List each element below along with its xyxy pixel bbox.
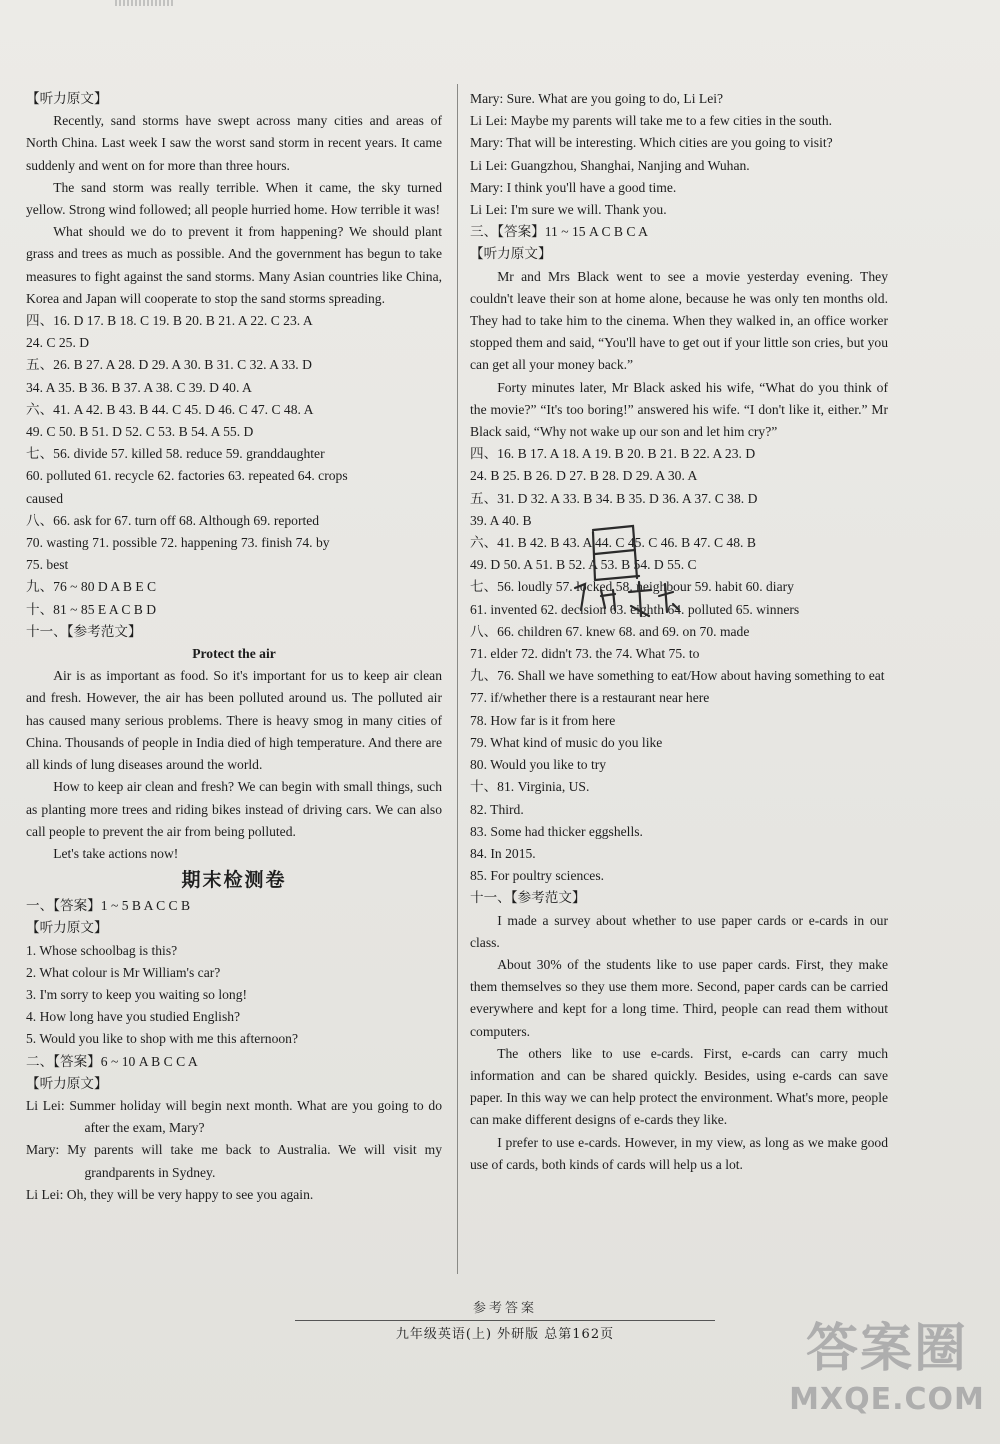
right-column-line: Forty minutes later, Mr Black asked his wife, “What do you think of the movie?” “It's too boring!” answered his wife. “I don't like it, either.” Mr Black said, “Why not wake up our son and let him cry?” <box>470 379 888 440</box>
right-column-line: 83. Some had thicker eggshells. <box>470 823 643 839</box>
left-column-line: 5. Would you like to shop with me this afternoon? <box>26 1031 299 1047</box>
right-column-line: 39. A 40. B <box>470 512 532 528</box>
right-column-line: Mary: Sure. What are you going to do, Li Lei? <box>470 91 724 106</box>
left-column-line: How to keep air clean and fresh? We can begin with small things, such as planting more trees and riding bikes instead of driving cars. We can also call people to prevent the air from being polluted. <box>26 779 442 839</box>
left-column-line: What should we do to prevent it from happening? We should plant grass and trees as much as possible. And the government has begun to take measures to fight against the sand storms. Many Asian countries like China, Korea and Japan will cooperate to stop the sand storms spreading. <box>26 224 442 306</box>
left-column-line: Li Lei: Oh, they will be very happy to see you again. <box>26 1186 314 1202</box>
right-column-line: 71. elder 72. didn't 73. the 74. What 75. to <box>470 646 700 662</box>
right-column-line: 24. B 25. B 26. D 27. B 28. D 29. A 30. A <box>470 468 698 484</box>
right-column-line: 78. How far is it from here <box>470 712 616 728</box>
left-column-line: 【听力原文】 <box>26 1075 108 1091</box>
right-column-line: Mary: That will be interesting. Which cities are you going to visit? <box>470 135 833 151</box>
left-column-line: 十、81 ~ 85 E A C B D <box>26 601 157 617</box>
right-column-line: Mr and Mrs Black went to see a movie yesterday evening. They couldn't leave their son at home alone, because he was only ten months old. They had to take him to the cinema. When they walked in, an office worker stopped them and said, “You'll have to get out if your little son cries, but you can get all your money back.” <box>470 268 888 373</box>
right-column-line: 82. Third. <box>470 801 524 817</box>
right-column-line: 77. if/whether there is a restaurant near here <box>470 690 710 706</box>
right-column-line: 十、81. Virginia, US. <box>470 779 590 795</box>
right-column-line: Li Lei: Guangzhou, Shanghai, Nanjing and Wuhan. <box>470 157 750 173</box>
left-column-line: 二、【答案】6 ~ 10 A B C C A <box>26 1053 198 1069</box>
right-column-line: 49. D 50. A 51. B 52. A 53. B 54. D 55. C <box>470 557 697 573</box>
left-column-line: 49. C 50. B 51. D 52. C 53. B 54. A 55. D <box>26 424 254 440</box>
right-column-line: 三、【答案】11 ~ 15 A C B C A <box>470 224 648 240</box>
left-column-line: 3. I'm sorry to keep you waiting so long! <box>26 986 248 1002</box>
left-column-line: 70. wasting 71. possible 72. happening 73. finish 74. by <box>26 535 330 551</box>
right-column <box>470 88 888 1176</box>
left-column-line: Mary: My parents will take me back to Australia. We will visit my grandparents in Sydney. <box>26 1142 442 1180</box>
right-column-line: The others like to use e-cards. First, e-cards can carry much information and can be shared quickly. Besides, using e-cards can save paper. In this way we can help protect the environment. What's more, people can make different designs of e-cards they like. <box>470 1045 888 1128</box>
right-column-line: 七、56. loudly 57. locked 58. neighbour 59. habit 60. diary <box>470 579 794 595</box>
right-column-line: Mary: I think you'll have a good time. <box>470 179 677 195</box>
left-column-line: Li Lei: Summer holiday will begin next month. What are you going to do after the exam, Mary? <box>26 1097 442 1136</box>
left-column-line: 【听力原文】 <box>26 920 108 936</box>
left-column-line: Protect the air <box>192 646 276 662</box>
right-column-line: Li Lei: I'm sure we will. Thank you. <box>470 202 667 218</box>
left-column-line: 【听力原文】 <box>26 91 108 106</box>
right-column-line: 85. For poultry sciences. <box>470 868 605 884</box>
left-column-line: 75. best <box>26 557 69 573</box>
left-column-line: 十一、【参考范文】 <box>26 623 142 639</box>
right-column-line: 【听力原文】 <box>470 246 552 262</box>
left-column-line: 1. Whose schoolbag is this? <box>26 942 178 958</box>
right-column-line: 十一、【参考范文】 <box>470 890 586 906</box>
watermark-url: MXQE.COM <box>789 1382 985 1417</box>
right-column-line: 五、31. D 32. A 33. B 34. B 35. D 36. A 37. C 38. D <box>470 490 758 506</box>
right-column-line: 79. What kind of music do you like <box>470 734 663 750</box>
left-column-line: 八、66. ask for 67. turn off 68. Although 69. reported <box>26 512 320 528</box>
left-column-line: caused <box>26 490 63 506</box>
left-column-line: 一、【答案】1 ~ 5 B A C C B <box>26 898 191 914</box>
left-column-line: 九、76 ~ 80 D A B E C <box>26 579 157 595</box>
right-column-line: 80. Would you like to try <box>470 757 607 773</box>
footer-info: 九年级英语(上) 外研版 总第162页 <box>295 1320 715 1342</box>
left-column-line: Let's take actions now! <box>53 845 179 861</box>
footer-title: 参考答案 <box>472 1301 537 1316</box>
left-column-line: 四、16. D 17. B 18. C 19. B 20. B 21. A 22. C 23. A <box>26 313 313 329</box>
watermark-logo <box>782 1318 992 1438</box>
left-column-line: The sand storm was really terrible. When it came, the sky turned yellow. Strong wind followed; all people hurried home. How terrible it was! <box>26 179 442 218</box>
right-column-line: 61. invented 62. decision 63. eighth 64. polluted 65. winners <box>470 601 800 617</box>
right-column-line: 84. In 2015. <box>470 845 536 861</box>
left-column-line: Air is as important as food. So it's important for us to keep air clean and fresh. However, the air has been polluted around us. The polluted air has caused many serious problems. There is heavy smog in many cities of China. Thousands of people in India died of high temperature. And there are all kinds of lung diseases around the world. <box>26 668 442 773</box>
column-divider <box>457 84 458 1274</box>
right-column-line: 六、41. B 42. B 43. A 44. C 45. C 46. B 47. C 48. B <box>470 535 756 551</box>
left-column-line: 七、56. divide 57. killed 58. reduce 59. granddaughter <box>26 446 325 462</box>
right-column-line: Li Lei: Maybe my parents will take me to a few cities in the south. <box>470 113 833 129</box>
scan-edge-mark <box>115 0 175 6</box>
left-column-line: 2. What colour is Mr William's car? <box>26 964 221 980</box>
page-footer <box>295 1297 715 1342</box>
left-column-line: 期末检测卷 <box>181 869 287 892</box>
left-column-line: 五、26. B 27. A 28. D 29. A 30. B 31. C 32. A 33. D <box>26 357 312 373</box>
left-column-line: 4. How long have you studied English? <box>26 1009 241 1025</box>
right-column-line: I prefer to use e-cards. However, in my view, as long as we make good use of cards, both kinds of cards will help us a lot. <box>470 1134 888 1172</box>
left-column <box>26 88 442 1206</box>
left-column-line: Recently, sand storms have swept across many cities and areas of North China. Last week I saw the worst sand storm in recent years. It came suddenly and went on for more than three hours. <box>26 113 442 173</box>
left-column-line: 六、41. A 42. B 43. B 44. C 45. D 46. C 47. C 48. A <box>26 401 314 417</box>
right-column-line: 九、76. Shall we have something to eat/How about having something to eat <box>470 668 885 684</box>
handwritten-scribble <box>555 520 705 630</box>
right-column-line: 四、16. B 17. A 18. A 19. B 20. B 21. B 22. A 23. D <box>470 446 756 462</box>
right-column-line: 八、66. children 67. knew 68. and 69. on 70. made <box>470 623 750 639</box>
right-column-line: I made a survey about whether to use paper cards or e-cards in our class. <box>470 912 888 950</box>
left-column-line: 34. A 35. B 36. B 37. A 38. C 39. D 40. A <box>26 379 252 395</box>
left-column-line: 24. C 25. D <box>26 335 90 351</box>
right-column-line: About 30% of the students like to use paper cards. First, they make them themselves so they use them more. Second, paper cards can be carried everywhere and kept for a long time. Third, people can read them without computers. <box>470 956 888 1039</box>
left-column-line: 60. polluted 61. recycle 62. factories 63. repeated 64. crops <box>26 468 348 484</box>
watermark-text: 答案圈 <box>805 1319 968 1379</box>
